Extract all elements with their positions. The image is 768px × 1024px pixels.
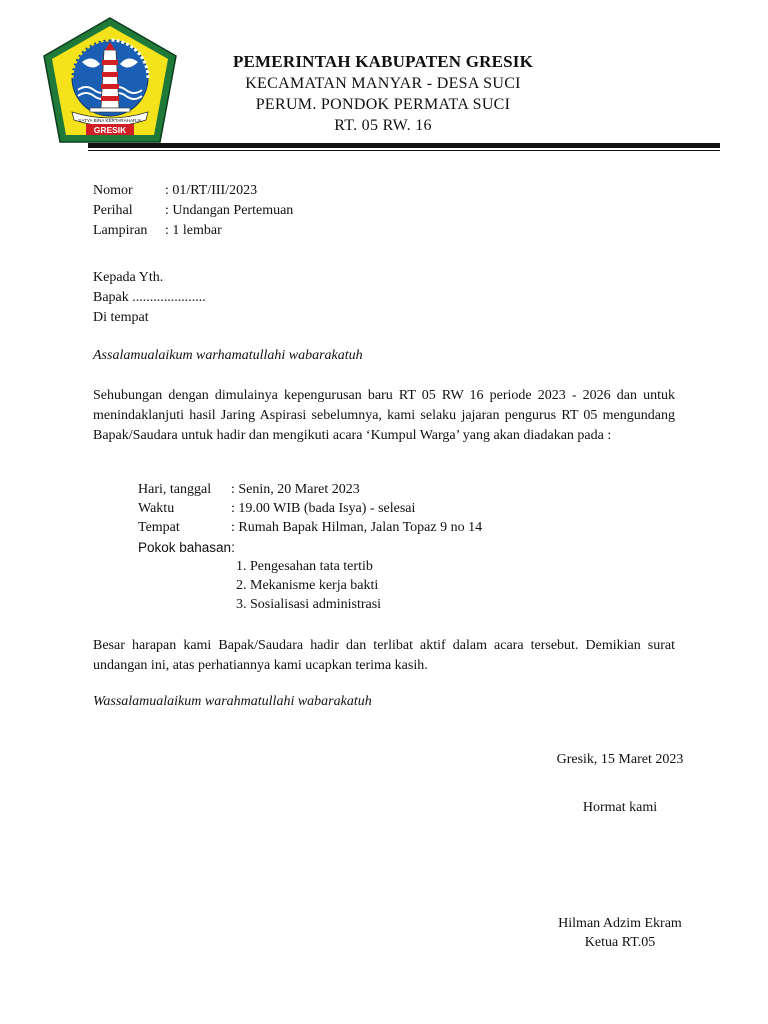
- meta-subject-value: : Undangan Pertemuan: [165, 203, 294, 218]
- signature-place-date: Gresik, 15 Maret 2023: [556, 752, 684, 767]
- event-day-value: : Senin, 20 Maret 2023: [231, 482, 360, 497]
- letterhead-government-name: PEMERINTAH KABUPATEN GRESIK: [232, 52, 534, 71]
- letterhead-district: KECAMATAN MANYAR - DESA SUCI: [245, 75, 521, 92]
- event-topic-item: 2. Mekanisme kerja bakti: [236, 578, 379, 593]
- meta-attachment-label: Lampiran: [93, 223, 148, 238]
- event-topic-item: 3. Sosialisasi administrasi: [236, 597, 382, 612]
- event-day-label: Hari, tanggal: [138, 482, 212, 497]
- letterhead-rt-rw: RT. 05 RW. 16: [334, 117, 432, 134]
- meta-attachment-value: : 1 lembar: [165, 223, 222, 238]
- letterhead-divider-thick: [88, 143, 720, 148]
- opening-greeting: Assalamualaikum warhamatullahi wabarakatuh: [93, 348, 363, 363]
- signature-regards: Hormat kami: [582, 800, 658, 815]
- event-place-label: Tempat: [138, 520, 180, 535]
- meta-number-label: Nomor: [93, 183, 133, 198]
- recipient-line-1: Kepada Yth.: [93, 270, 164, 285]
- event-time-value: : 19.00 WIB (bada Isya) - selesai: [231, 501, 416, 516]
- meta-subject-label: Perihal: [93, 203, 133, 218]
- meta-number-value: : 01/RT/III/2023: [165, 183, 258, 198]
- letterhead-divider-thin: [88, 150, 720, 151]
- event-time-label: Waktu: [138, 501, 175, 516]
- recipient-line-3: Di tempat: [93, 310, 149, 325]
- logo-name-text: GRESIK: [93, 125, 127, 135]
- body-paragraph-intro: Sehubungan dengan dimulainya kepengurusan baru RT 05 RW 16 periode 2023 - 2026 dan untuk menindaklanjuti hasil Jaring Aspirasi sebelumnya, kami selaku jajaran pengurus RT 05 mengundang Bapak/Saudara untuk hadir dan mengikuti acara ‘Kumpul Warga’ yang akan diadakan pada :: [93, 388, 675, 443]
- body-paragraph-closing: Besar harapan kami Bapak/Saudara hadir dan terlibat aktif dalam acara tersebut. Demikian surat undangan ini, atas perhatiannya kami ucapkan terima kasih.: [93, 638, 675, 673]
- signature-name: Hilman Adzim Ekram: [558, 916, 682, 931]
- signature-position: Ketua RT.05: [584, 935, 656, 950]
- event-topics-label: Pokok bahasan:: [138, 540, 235, 555]
- gresik-regency-emblem-logo: [42, 16, 178, 146]
- closing-greeting: Wassalamualaikum warahmatullahi wabarakatuh: [93, 694, 372, 709]
- event-place-value: : Rumah Bapak Hilman, Jalan Topaz 9 no 14: [231, 520, 483, 535]
- letterhead-housing: PERUM. PONDOK PERMATA SUCI: [255, 96, 511, 113]
- event-topic-item: 1. Pengesahan tata tertib: [236, 559, 373, 574]
- logo-ribbon-text: SATYA BINA KERTARAHARJA: [78, 118, 142, 123]
- recipient-line-2: Bapak .....................: [93, 290, 206, 305]
